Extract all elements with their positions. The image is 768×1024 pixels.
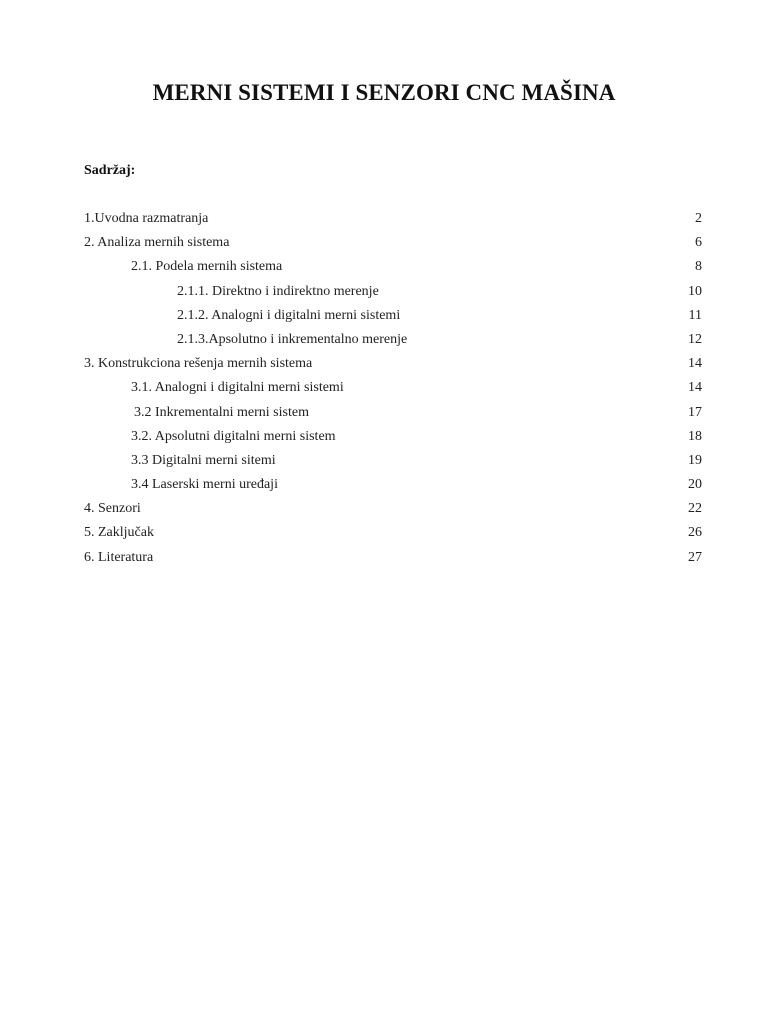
toc-entry[interactable] [84,233,704,257]
toc-entry-label: 5. Zaključak [84,525,154,541]
toc-entry[interactable] [84,306,704,330]
toc-entry-page: 17 [688,404,702,420]
toc-heading: Sadržaj: [84,163,136,178]
toc-entry-page: 20 [688,477,702,493]
toc-entry-page: 18 [688,428,702,444]
toc-entry[interactable] [84,427,704,451]
toc-entry-page: 12 [688,331,702,347]
toc-entry[interactable] [84,378,704,402]
toc-entry-page: 6 [695,235,702,251]
toc-entry[interactable] [84,523,704,547]
toc-entry-page: 26 [688,525,702,541]
toc-entry-label: 6. Literatura [84,549,154,565]
toc-entry[interactable] [84,330,704,354]
toc-entry-label: 3. Konstrukciona rešenja mernih sistema [84,356,313,372]
toc-entry-label: 3.2 Inkrementalni merni sistem [134,404,309,420]
toc-entry-label: 2.1.3.Apsolutno i inkrementalno merenje [177,331,408,347]
toc-entry-label: 3.3 Digitalni merni sitemi [131,452,276,468]
toc-entry-label: 2.1.1. Direktno i indirektno merenje [177,283,379,299]
toc-entry-page: 19 [688,452,702,468]
toc-entry-page: 14 [688,380,702,396]
toc-entry-label: 2.1. Podela mernih sistema [131,259,283,275]
toc-entry[interactable] [84,475,704,499]
toc-entry[interactable] [84,548,704,572]
toc-entry-page: 8 [695,259,702,275]
toc-entry-label: 4. Senzori [84,501,141,517]
toc-entry-page: 14 [688,356,702,372]
toc-entry[interactable] [84,209,704,233]
toc-entry-page: 10 [688,283,702,299]
toc-entry-page: 11 [688,307,702,323]
toc-entry-label: 3.4 Laserski merni uređaji [131,477,278,493]
toc-entry[interactable] [84,499,704,523]
toc-entry-page: 2 [695,211,702,226]
toc-entry-label: 2. Analiza mernih sistema [84,235,230,251]
toc-entry-label: 3.1. Analogni i digitalni merni sistemi [131,380,344,396]
document-title: MERNI SISTEMI I SENZORI CNC MAŠINA [152,80,616,105]
toc-entry-label: 3.2. Apsolutni digitalni merni sistem [131,428,336,444]
toc-entry[interactable] [84,354,704,378]
toc-entry-page: 27 [688,549,702,565]
toc-entry[interactable] [84,403,704,427]
toc-entry-page: 22 [688,501,702,517]
toc-entry-label: 1.Uvodna razmatranja [84,211,209,226]
toc-entry[interactable] [84,451,704,475]
toc-entry-label: 2.1.2. Analogni i digitalni merni sistemi [177,307,401,323]
toc-entry[interactable] [84,257,704,281]
toc-entry[interactable] [84,282,704,306]
table-of-contents [84,209,704,572]
